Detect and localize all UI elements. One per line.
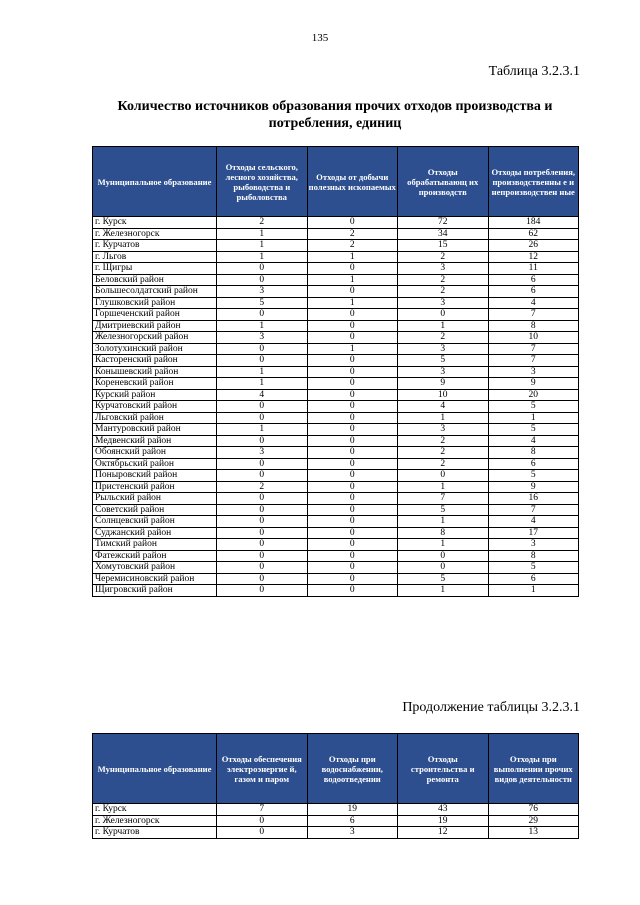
value-cell: 2: [307, 228, 398, 240]
table-row: [93, 585, 579, 597]
value-cell: 1: [217, 228, 308, 240]
municipality-cell: г. Щигры: [93, 263, 217, 275]
column-header: Отходы при выполнении прочих видов деятельности: [488, 734, 579, 804]
table-row: [93, 827, 579, 839]
municipality-cell: Тимский район: [93, 539, 217, 551]
value-cell: 15: [398, 240, 489, 252]
municipality-cell: г. Курск: [93, 804, 217, 816]
value-cell: 72: [398, 217, 489, 229]
value-cell: 0: [217, 493, 308, 505]
municipality-cell: Обоянский район: [93, 447, 217, 459]
value-cell: 7: [488, 504, 579, 516]
value-cell: 0: [307, 481, 398, 493]
table-row: [93, 481, 579, 493]
value-cell: 6: [488, 573, 579, 585]
table-row: [93, 424, 579, 436]
value-cell: 0: [217, 274, 308, 286]
table-row: [93, 217, 579, 229]
value-cell: 0: [217, 539, 308, 551]
value-cell: 20: [488, 389, 579, 401]
municipality-cell: Медвенский район: [93, 435, 217, 447]
value-cell: 0: [307, 217, 398, 229]
value-cell: 1: [398, 516, 489, 528]
value-cell: 1: [217, 424, 308, 436]
value-cell: 0: [217, 527, 308, 539]
table-row: [93, 366, 579, 378]
municipality-cell: Рыльский район: [93, 493, 217, 505]
value-cell: 2: [398, 286, 489, 298]
value-cell: 5: [488, 562, 579, 574]
value-cell: 0: [307, 320, 398, 332]
table-row: [93, 527, 579, 539]
municipality-cell: г. Курск: [93, 217, 217, 229]
table-body: [93, 217, 579, 597]
value-cell: 0: [307, 378, 398, 390]
value-cell: 0: [307, 550, 398, 562]
value-cell: 0: [307, 355, 398, 367]
table-row: [93, 435, 579, 447]
column-header: Отходы от добычи полезных ископаемых: [307, 147, 398, 217]
value-cell: 1: [307, 297, 398, 309]
table-label: Таблица 3.2.3.1: [488, 64, 580, 79]
value-cell: 4: [398, 401, 489, 413]
table-body: [93, 804, 579, 839]
value-cell: 1: [488, 585, 579, 597]
municipality-cell: Курский район: [93, 389, 217, 401]
value-cell: 2: [398, 458, 489, 470]
value-cell: 1: [398, 481, 489, 493]
table-row: [93, 804, 579, 816]
value-cell: 5: [398, 355, 489, 367]
value-cell: 3: [217, 332, 308, 344]
municipality-cell: г. Льгов: [93, 251, 217, 263]
value-cell: 2: [307, 240, 398, 252]
value-cell: 0: [307, 401, 398, 413]
municipality-cell: Дмитриевский район: [93, 320, 217, 332]
value-cell: 0: [307, 309, 398, 321]
value-cell: 5: [217, 297, 308, 309]
value-cell: 16: [488, 493, 579, 505]
value-cell: 0: [217, 585, 308, 597]
value-cell: 6: [488, 286, 579, 298]
municipality-cell: Мантуровский район: [93, 424, 217, 436]
value-cell: 0: [307, 493, 398, 505]
value-cell: 0: [307, 527, 398, 539]
value-cell: 2: [398, 435, 489, 447]
value-cell: 1: [217, 251, 308, 263]
value-cell: 1: [307, 251, 398, 263]
value-cell: 0: [217, 550, 308, 562]
value-cell: 1: [398, 412, 489, 424]
value-cell: 0: [398, 470, 489, 482]
column-header: Муниципальное образование: [93, 734, 217, 804]
value-cell: 0: [217, 516, 308, 528]
value-cell: 5: [398, 573, 489, 585]
table-header-row: [93, 147, 579, 217]
value-cell: 5: [488, 424, 579, 436]
municipality-cell: Октябрьский район: [93, 458, 217, 470]
municipality-cell: г. Курчатов: [93, 827, 217, 839]
value-cell: 17: [488, 527, 579, 539]
table-row: [93, 562, 579, 574]
value-cell: 12: [398, 827, 489, 839]
municipality-cell: Фатежский район: [93, 550, 217, 562]
table-row: [93, 274, 579, 286]
table-row: [93, 240, 579, 252]
table-row: [93, 378, 579, 390]
value-cell: 10: [398, 389, 489, 401]
value-cell: 3: [488, 539, 579, 551]
value-cell: 0: [217, 504, 308, 516]
value-cell: 4: [488, 297, 579, 309]
municipality-cell: Конышевский район: [93, 366, 217, 378]
value-cell: 0: [398, 562, 489, 574]
value-cell: 0: [217, 827, 308, 839]
value-cell: 1: [398, 320, 489, 332]
value-cell: 184: [488, 217, 579, 229]
value-cell: 5: [398, 504, 489, 516]
value-cell: 0: [307, 286, 398, 298]
table-row: [93, 516, 579, 528]
municipality-cell: Глушковский район: [93, 297, 217, 309]
value-cell: 0: [217, 435, 308, 447]
table-row: [93, 470, 579, 482]
table-row: [93, 251, 579, 263]
municipality-cell: Хомутовский район: [93, 562, 217, 574]
table-row: [93, 286, 579, 298]
municipality-cell: Советский район: [93, 504, 217, 516]
municipality-cell: Беловский район: [93, 274, 217, 286]
value-cell: 10: [488, 332, 579, 344]
value-cell: 0: [217, 815, 308, 827]
municipality-cell: Золотухинский район: [93, 343, 217, 355]
value-cell: 0: [217, 573, 308, 585]
value-cell: 5: [488, 401, 579, 413]
value-cell: 1: [217, 240, 308, 252]
value-cell: 9: [488, 481, 579, 493]
value-cell: 2: [398, 251, 489, 263]
value-cell: 0: [307, 263, 398, 275]
value-cell: 7: [398, 493, 489, 505]
value-cell: 0: [217, 470, 308, 482]
value-cell: 8: [488, 550, 579, 562]
value-cell: 0: [307, 424, 398, 436]
value-cell: 7: [488, 343, 579, 355]
value-cell: 3: [398, 366, 489, 378]
value-cell: 43: [398, 804, 489, 816]
municipality-cell: Курчатовский район: [93, 401, 217, 413]
value-cell: 9: [398, 378, 489, 390]
value-cell: 4: [488, 516, 579, 528]
value-cell: 3: [398, 263, 489, 275]
column-header: Отходы обеспечения электроэнергие й, газом и паром: [217, 734, 308, 804]
value-cell: 0: [217, 562, 308, 574]
value-cell: 1: [307, 343, 398, 355]
value-cell: 7: [217, 804, 308, 816]
municipality-cell: Касторенский район: [93, 355, 217, 367]
value-cell: 2: [398, 447, 489, 459]
column-header: Отходы потребления, производственны е и непроизводствен ные: [488, 147, 579, 217]
table-row: [93, 493, 579, 505]
value-cell: 8: [488, 447, 579, 459]
table-row: [93, 447, 579, 459]
table-row: [93, 550, 579, 562]
value-cell: 12: [488, 251, 579, 263]
value-cell: 0: [307, 435, 398, 447]
value-cell: 0: [307, 562, 398, 574]
value-cell: 3: [217, 447, 308, 459]
value-cell: 3: [217, 286, 308, 298]
municipality-cell: Большесолдатский район: [93, 286, 217, 298]
waste-sources-table: [92, 146, 579, 597]
column-header: Отходы строительства и ремонта: [398, 734, 489, 804]
table-row: [93, 412, 579, 424]
value-cell: 0: [307, 458, 398, 470]
value-cell: 62: [488, 228, 579, 240]
table-row: [93, 263, 579, 275]
waste-sources-table-continued: [92, 733, 579, 839]
value-cell: 3: [488, 366, 579, 378]
table-row: [93, 343, 579, 355]
column-header: Отходы при водоснабжении, водоотведении: [307, 734, 398, 804]
value-cell: 3: [398, 297, 489, 309]
value-cell: 0: [307, 470, 398, 482]
value-cell: 8: [398, 527, 489, 539]
value-cell: 0: [307, 389, 398, 401]
table-row: [93, 309, 579, 321]
value-cell: 0: [217, 309, 308, 321]
municipality-cell: Пристенский район: [93, 481, 217, 493]
value-cell: 1: [217, 366, 308, 378]
value-cell: 0: [307, 573, 398, 585]
municipality-cell: Льговский район: [93, 412, 217, 424]
municipality-cell: Щигровский район: [93, 585, 217, 597]
value-cell: 6: [307, 815, 398, 827]
municipality-cell: Черемисиновский район: [93, 573, 217, 585]
value-cell: 6: [488, 458, 579, 470]
value-cell: 0: [307, 332, 398, 344]
value-cell: 2: [398, 274, 489, 286]
value-cell: 0: [307, 366, 398, 378]
value-cell: 11: [488, 263, 579, 275]
value-cell: 7: [488, 355, 579, 367]
municipality-cell: Солнцевский район: [93, 516, 217, 528]
value-cell: 3: [398, 424, 489, 436]
value-cell: 9: [488, 378, 579, 390]
value-cell: 2: [398, 332, 489, 344]
value-cell: 0: [307, 585, 398, 597]
value-cell: 0: [307, 412, 398, 424]
municipality-cell: Железногорский район: [93, 332, 217, 344]
table-row: [93, 355, 579, 367]
table-row: [93, 389, 579, 401]
page-number: 135: [311, 32, 329, 44]
table-row: [93, 401, 579, 413]
value-cell: 76: [488, 804, 579, 816]
column-header: Отходы обрабатывающ их производств: [398, 147, 489, 217]
municipality-cell: Горшеченский район: [93, 309, 217, 321]
value-cell: 26: [488, 240, 579, 252]
value-cell: 0: [217, 263, 308, 275]
value-cell: 0: [307, 516, 398, 528]
value-cell: 0: [307, 504, 398, 516]
value-cell: 2: [217, 481, 308, 493]
value-cell: 0: [217, 355, 308, 367]
value-cell: 13: [488, 827, 579, 839]
table-row: [93, 297, 579, 309]
value-cell: 8: [488, 320, 579, 332]
value-cell: 4: [217, 389, 308, 401]
value-cell: 1: [398, 539, 489, 551]
table-header-row: [93, 734, 579, 804]
table-row: [93, 320, 579, 332]
column-header: Отходы сельского, лесного хозяйства, рыбоводства и рыболовства: [217, 147, 308, 217]
table-row: [93, 228, 579, 240]
value-cell: 1: [398, 585, 489, 597]
table-row: [93, 458, 579, 470]
value-cell: 4: [488, 435, 579, 447]
municipality-cell: г. Курчатов: [93, 240, 217, 252]
municipality-cell: г. Железногорск: [93, 815, 217, 827]
value-cell: 0: [217, 343, 308, 355]
value-cell: 29: [488, 815, 579, 827]
value-cell: 1: [217, 378, 308, 390]
municipality-cell: г. Железногорск: [93, 228, 217, 240]
municipality-cell: Поныровский район: [93, 470, 217, 482]
value-cell: 7: [488, 309, 579, 321]
table-row: [93, 815, 579, 827]
value-cell: 0: [307, 539, 398, 551]
value-cell: 1: [307, 274, 398, 286]
value-cell: 2: [217, 217, 308, 229]
value-cell: 0: [307, 447, 398, 459]
value-cell: 0: [398, 550, 489, 562]
value-cell: 0: [217, 412, 308, 424]
value-cell: 3: [307, 827, 398, 839]
value-cell: 6: [488, 274, 579, 286]
value-cell: 34: [398, 228, 489, 240]
value-cell: 19: [398, 815, 489, 827]
municipality-cell: Суджанский район: [93, 527, 217, 539]
value-cell: 5: [488, 470, 579, 482]
table-row: [93, 573, 579, 585]
column-header: Муниципальное образование: [93, 147, 217, 217]
table-row: [93, 504, 579, 516]
value-cell: 0: [398, 309, 489, 321]
value-cell: 0: [217, 401, 308, 413]
value-cell: 1: [488, 412, 579, 424]
page-title: Количество источников образования прочих отходов производства и потребления, единиц: [117, 99, 553, 131]
table-row: [93, 332, 579, 344]
table-row: [93, 539, 579, 551]
value-cell: 0: [217, 458, 308, 470]
continuation-label: Продолжение таблицы 3.2.3.1: [402, 700, 580, 715]
value-cell: 3: [398, 343, 489, 355]
municipality-cell: Кореневский район: [93, 378, 217, 390]
value-cell: 1: [217, 320, 308, 332]
value-cell: 19: [307, 804, 398, 816]
